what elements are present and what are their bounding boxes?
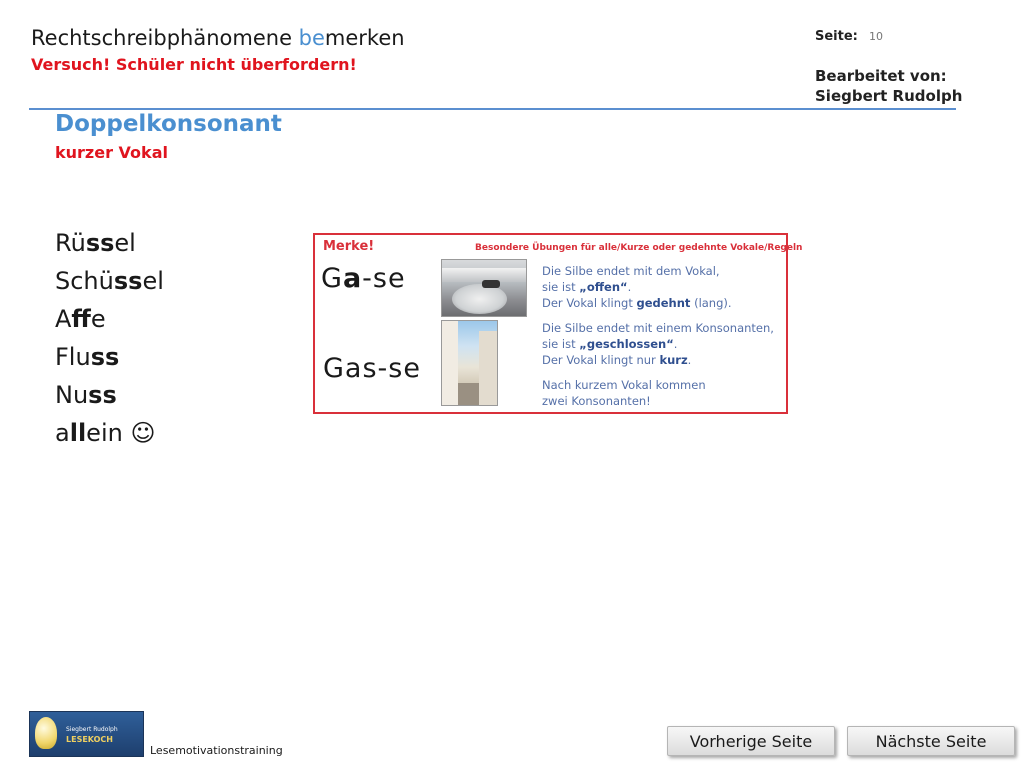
explanation-line: Die Silbe endet mit einem Konsonanten,	[542, 321, 774, 335]
page-title	[31, 26, 405, 50]
title-text-end: merken	[324, 26, 405, 50]
list-item	[55, 376, 164, 414]
merke-info-box[interactable]	[313, 233, 803, 414]
list-item	[55, 414, 164, 452]
header-divider	[29, 108, 956, 110]
logo-brand: LESEKOCH	[66, 735, 113, 744]
word-part: A	[55, 305, 72, 333]
previous-page-button[interactable]: Vorherige Seite	[667, 726, 835, 756]
word-part: Nu	[55, 381, 89, 409]
word-double-consonant: ll	[69, 419, 87, 447]
closed-syllable-example: Gas-se	[323, 353, 421, 384]
explanation-line: Nach kurzem Vokal kommen	[542, 378, 706, 392]
explanation-line: Der Vokal klingt nur kurz.	[542, 353, 692, 367]
word-part: e	[90, 305, 106, 333]
list-item	[55, 224, 164, 262]
word-part: Flu	[55, 343, 91, 371]
syllable-vowel: a	[342, 263, 363, 294]
merke-header: Besondere Übungen für alle/Kurze oder gedehnte Vokale/Regeln	[475, 243, 803, 253]
list-item	[55, 300, 164, 338]
word-part: a	[55, 419, 70, 447]
title-highlight: be	[298, 26, 325, 50]
page-subtitle: Versuch! Schüler nicht überfordern!	[31, 55, 357, 74]
rule-explanation	[542, 377, 706, 409]
alley-image	[441, 320, 498, 406]
lesekoch-logo	[29, 711, 144, 757]
logo-author: Siegbert Rudolph	[66, 726, 118, 733]
list-item	[55, 262, 164, 300]
lightbulb-icon	[35, 717, 57, 749]
list-item	[55, 338, 164, 376]
open-syllable-example	[321, 263, 406, 294]
page-number: 10	[869, 30, 883, 43]
title-text: Rechtschreibphänomene	[31, 26, 299, 50]
section-title: Doppelkonsonant	[55, 111, 282, 137]
explanation-line: sie ist „geschlossen“.	[542, 337, 678, 351]
word-part: Rü	[55, 229, 86, 257]
word-double-consonant: ss	[85, 229, 115, 257]
word-double-consonant: ss	[88, 381, 117, 409]
edited-by-label: Bearbeitet von:	[815, 67, 947, 85]
footer-label: Lesemotivationstraining	[150, 744, 283, 757]
syllable-letter: G	[321, 263, 343, 294]
explanation-line: Die Silbe endet mit dem Vokal,	[542, 264, 720, 278]
word-double-consonant: ss	[90, 343, 120, 371]
next-page-button[interactable]: Nächste Seite	[847, 726, 1015, 756]
explanation-line: Der Vokal klingt gedehnt (lang).	[542, 296, 732, 310]
word-part: ein ☺	[86, 419, 156, 447]
word-part: Schü	[55, 267, 114, 295]
word-double-consonant: ss	[113, 267, 143, 295]
word-double-consonant: ff	[71, 305, 91, 333]
closed-syllable-explanation	[542, 320, 774, 368]
car-exhaust-image	[441, 259, 527, 317]
word-part: el	[114, 229, 136, 257]
explanation-line: zwei Konsonanten!	[542, 394, 651, 408]
author-name: Siegbert Rudolph	[815, 87, 963, 105]
page-label: Seite:	[815, 29, 858, 44]
syllable-rest: -se	[362, 263, 406, 294]
word-list	[55, 224, 164, 452]
explanation-line: sie ist „offen“.	[542, 280, 632, 294]
merke-title: Merke!	[323, 239, 375, 254]
word-part: el	[142, 267, 164, 295]
open-syllable-explanation	[542, 263, 732, 311]
section-subtitle: kurzer Vokal	[55, 143, 168, 162]
